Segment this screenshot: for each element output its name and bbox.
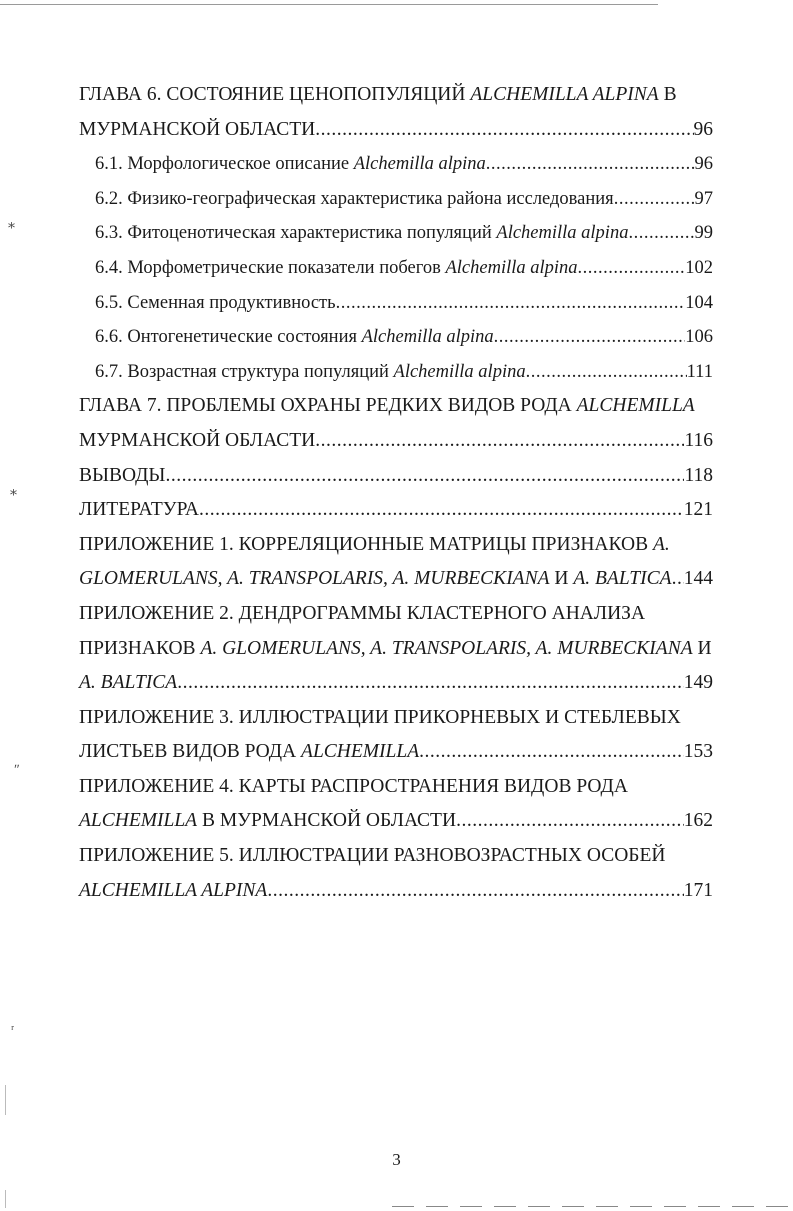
toc-heading-line — [79, 528, 713, 563]
toc-title — [79, 113, 315, 148]
toc-entry — [79, 424, 713, 459]
toc-title — [95, 251, 578, 286]
toc-title — [79, 389, 695, 424]
toc-page-number: 99 — [694, 223, 713, 244]
toc-page-number: 149 — [683, 672, 713, 694]
toc-entry — [79, 493, 713, 528]
toc-title — [95, 355, 526, 390]
toc-leader-dots — [672, 562, 684, 597]
toc-title-text: ЛИСТЬЕВ ВИДОВ РОДА — [79, 741, 302, 763]
toc-page-number: 162 — [683, 810, 713, 832]
page-number: 3 — [392, 1150, 401, 1169]
toc-title-text: ПРИЛОЖЕНИЕ 1. КОРРЕЛЯЦИОННЫЕ МАТРИЦЫ ПРИЗНАКОВ — [79, 533, 653, 555]
toc-title-italic: ALCHEMILLA — [576, 395, 695, 417]
toc-title — [79, 528, 670, 563]
toc-entry — [79, 562, 713, 597]
toc-page-number: 144 — [683, 568, 713, 590]
toc-title — [79, 666, 177, 701]
toc-entry — [79, 874, 713, 909]
toc-title-text: И — [549, 568, 574, 590]
toc-page-number: 96 — [694, 154, 713, 175]
toc-title-italic: A. GLOMERULANS, A. TRANSPOLARIS, A. MURBECKIANA — [200, 637, 693, 659]
toc-title-text: ПРИЛОЖЕНИЕ 5. ИЛЛЮСТРАЦИИ РАЗНОВОЗРАСТНЫХ ОСОБЕЙ — [79, 845, 666, 867]
toc-title-text: 6.3. Фитоценотическая характеристика популяций — [95, 223, 497, 244]
toc-page-number: 97 — [694, 188, 713, 209]
toc-heading-line — [79, 701, 713, 736]
toc-title-italic: A. BALTICA — [79, 672, 178, 694]
toc-heading-line — [79, 770, 713, 805]
toc-title-italic: ALCHEMILLA — [79, 810, 198, 832]
scan-margin-speck: ʳ — [11, 1023, 15, 1038]
toc-title-text: ВЫВОДЫ — [79, 464, 166, 486]
scan-left-edge-artifact — [5, 1085, 6, 1115]
toc-subentry — [79, 147, 713, 182]
toc-title — [79, 839, 665, 874]
toc-title-text: 6.7. Возрастная структура популяций — [95, 361, 394, 382]
toc-title-italic: Alchemilla alpina — [353, 154, 486, 175]
toc-leader-dots — [526, 355, 687, 390]
scan-bottom-border — [392, 1206, 793, 1207]
toc-title-italic: ALCHEMILLA ALPINA — [470, 84, 659, 105]
toc-title-italic: GLOMERULANS, A. TRANSPOLARIS, A. MURBECKIANA — [79, 568, 550, 590]
toc-title — [95, 182, 614, 217]
toc-subentry — [79, 216, 713, 251]
toc-title — [79, 770, 628, 805]
toc-title-text: 6.4. Морфометрические показатели побегов — [95, 257, 446, 278]
toc-leader-dots — [419, 735, 684, 770]
toc-leader-dots — [165, 459, 684, 494]
toc-page-number: 102 — [685, 257, 713, 278]
toc-title-text: 6.6. Онтогенетические состояния — [95, 327, 362, 348]
toc-title-text: ГЛАВА 6. СОСТОЯНИЕ ЦЕНОПОПУЛЯЦИЙ — [79, 84, 471, 105]
toc-subentry — [79, 251, 713, 286]
toc-leader-dots — [486, 147, 695, 182]
toc-entry — [79, 804, 713, 839]
toc-page-number: 106 — [685, 327, 713, 348]
toc-entry — [79, 113, 713, 148]
toc-subentry — [79, 320, 713, 355]
toc-page-number: 116 — [684, 429, 713, 451]
toc-title-text: МУРМАНСКОЙ ОБЛАСТИ — [79, 118, 316, 140]
toc-title-italic: Alchemilla alpina — [361, 327, 494, 348]
toc-title — [95, 147, 486, 182]
toc-leader-dots — [578, 251, 686, 286]
toc-heading-line — [79, 632, 713, 667]
scan-margin-speck: ⁎ — [10, 484, 17, 499]
toc-title — [79, 874, 267, 909]
toc-title — [95, 216, 628, 251]
toc-title — [79, 632, 712, 667]
scan-margin-speck: ⁎ — [8, 217, 15, 232]
toc-leader-dots — [614, 182, 695, 217]
toc-entry — [79, 459, 713, 494]
toc-leader-dots — [628, 216, 694, 251]
toc-title-italic: A. — [652, 533, 670, 555]
toc-page-number: 96 — [693, 118, 713, 140]
toc-leader-dots — [199, 493, 684, 528]
toc-title-text: ПРИЛОЖЕНИЕ 3. ИЛЛЮСТРАЦИИ ПРИКОРНЕВЫХ И СТЕБЛЕВЫХ — [79, 706, 681, 728]
toc-entry — [79, 666, 713, 701]
toc-title-text: ПРИЗНАКОВ — [79, 637, 201, 659]
toc-subentry — [79, 286, 713, 321]
toc-title-italic: ALCHEMILLA — [301, 741, 420, 763]
toc-leader-dots — [336, 286, 686, 321]
toc-title — [79, 735, 419, 770]
toc-leader-dots — [315, 424, 684, 459]
toc-subentry — [79, 182, 713, 217]
toc-heading-line — [79, 389, 713, 424]
toc-leader-dots — [456, 804, 684, 839]
toc-title-italic: Alchemilla alpina — [496, 223, 629, 244]
toc-title — [79, 459, 165, 494]
toc-leader-dots — [315, 113, 693, 148]
toc-title-text: И — [692, 637, 712, 659]
toc-title-italic: Alchemilla alpina — [393, 361, 526, 382]
toc-title — [79, 424, 315, 459]
toc-page-number: 118 — [684, 464, 713, 486]
toc-title-italic: Alchemilla alpina — [445, 257, 578, 278]
toc-entry — [79, 735, 713, 770]
scan-margin-speck: ʺ — [14, 763, 20, 778]
toc-title — [79, 78, 677, 113]
toc-title-italic: ALCHEMILLA ALPINA — [79, 879, 268, 901]
toc-title-text: В МУРМАНСКОЙ ОБЛАСТИ — [197, 810, 457, 832]
toc-title-italic: A. BALTICA — [573, 568, 672, 590]
toc-title-text: 6.5. Семенная продуктивность — [95, 292, 336, 313]
toc-title-text: В — [658, 84, 677, 105]
toc-title — [79, 804, 456, 839]
toc-page-number: 104 — [685, 292, 713, 313]
toc-leader-dots — [494, 320, 686, 355]
toc-title-text: ПРИЛОЖЕНИЕ 2. ДЕНДРОГРАММЫ КЛАСТЕРНОГО АНАЛИЗА — [79, 602, 646, 624]
toc-title — [95, 320, 494, 355]
toc-title-text: ЛИТЕРАТУРА — [79, 499, 199, 521]
toc-heading-line — [79, 839, 713, 874]
toc-title-text: МУРМАНСКОЙ ОБЛАСТИ — [79, 429, 316, 451]
toc-title — [79, 562, 672, 597]
toc-subentry — [79, 355, 713, 390]
toc-page-number: 171 — [683, 879, 713, 901]
toc-title-text: 6.2. Физико-географическая характеристика района исследования — [95, 188, 614, 209]
toc-page-number: 121 — [683, 499, 713, 521]
toc-title — [79, 493, 199, 528]
toc-title — [95, 286, 336, 321]
toc-page-number: 111 — [686, 361, 713, 382]
toc-title — [79, 701, 681, 736]
toc-title-text: ПРИЛОЖЕНИЕ 4. КАРТЫ РАСПРОСТРАНЕНИЯ ВИДОВ РОДА — [79, 775, 628, 797]
toc-leader-dots — [177, 666, 684, 701]
toc-heading-line — [79, 78, 713, 113]
table-of-contents — [79, 78, 713, 908]
toc-title-text: ГЛАВА 7. ПРОБЛЕМЫ ОХРАНЫ РЕДКИХ ВИДОВ РОДА — [79, 395, 577, 417]
toc-page-number: 153 — [683, 741, 713, 763]
toc-leader-dots — [267, 874, 683, 909]
toc-title — [79, 597, 645, 632]
toc-heading-line — [79, 597, 713, 632]
scan-top-border — [0, 4, 658, 5]
scan-left-edge-artifact — [5, 1190, 6, 1208]
toc-title-text: 6.1. Морфологическое описание — [95, 154, 354, 175]
